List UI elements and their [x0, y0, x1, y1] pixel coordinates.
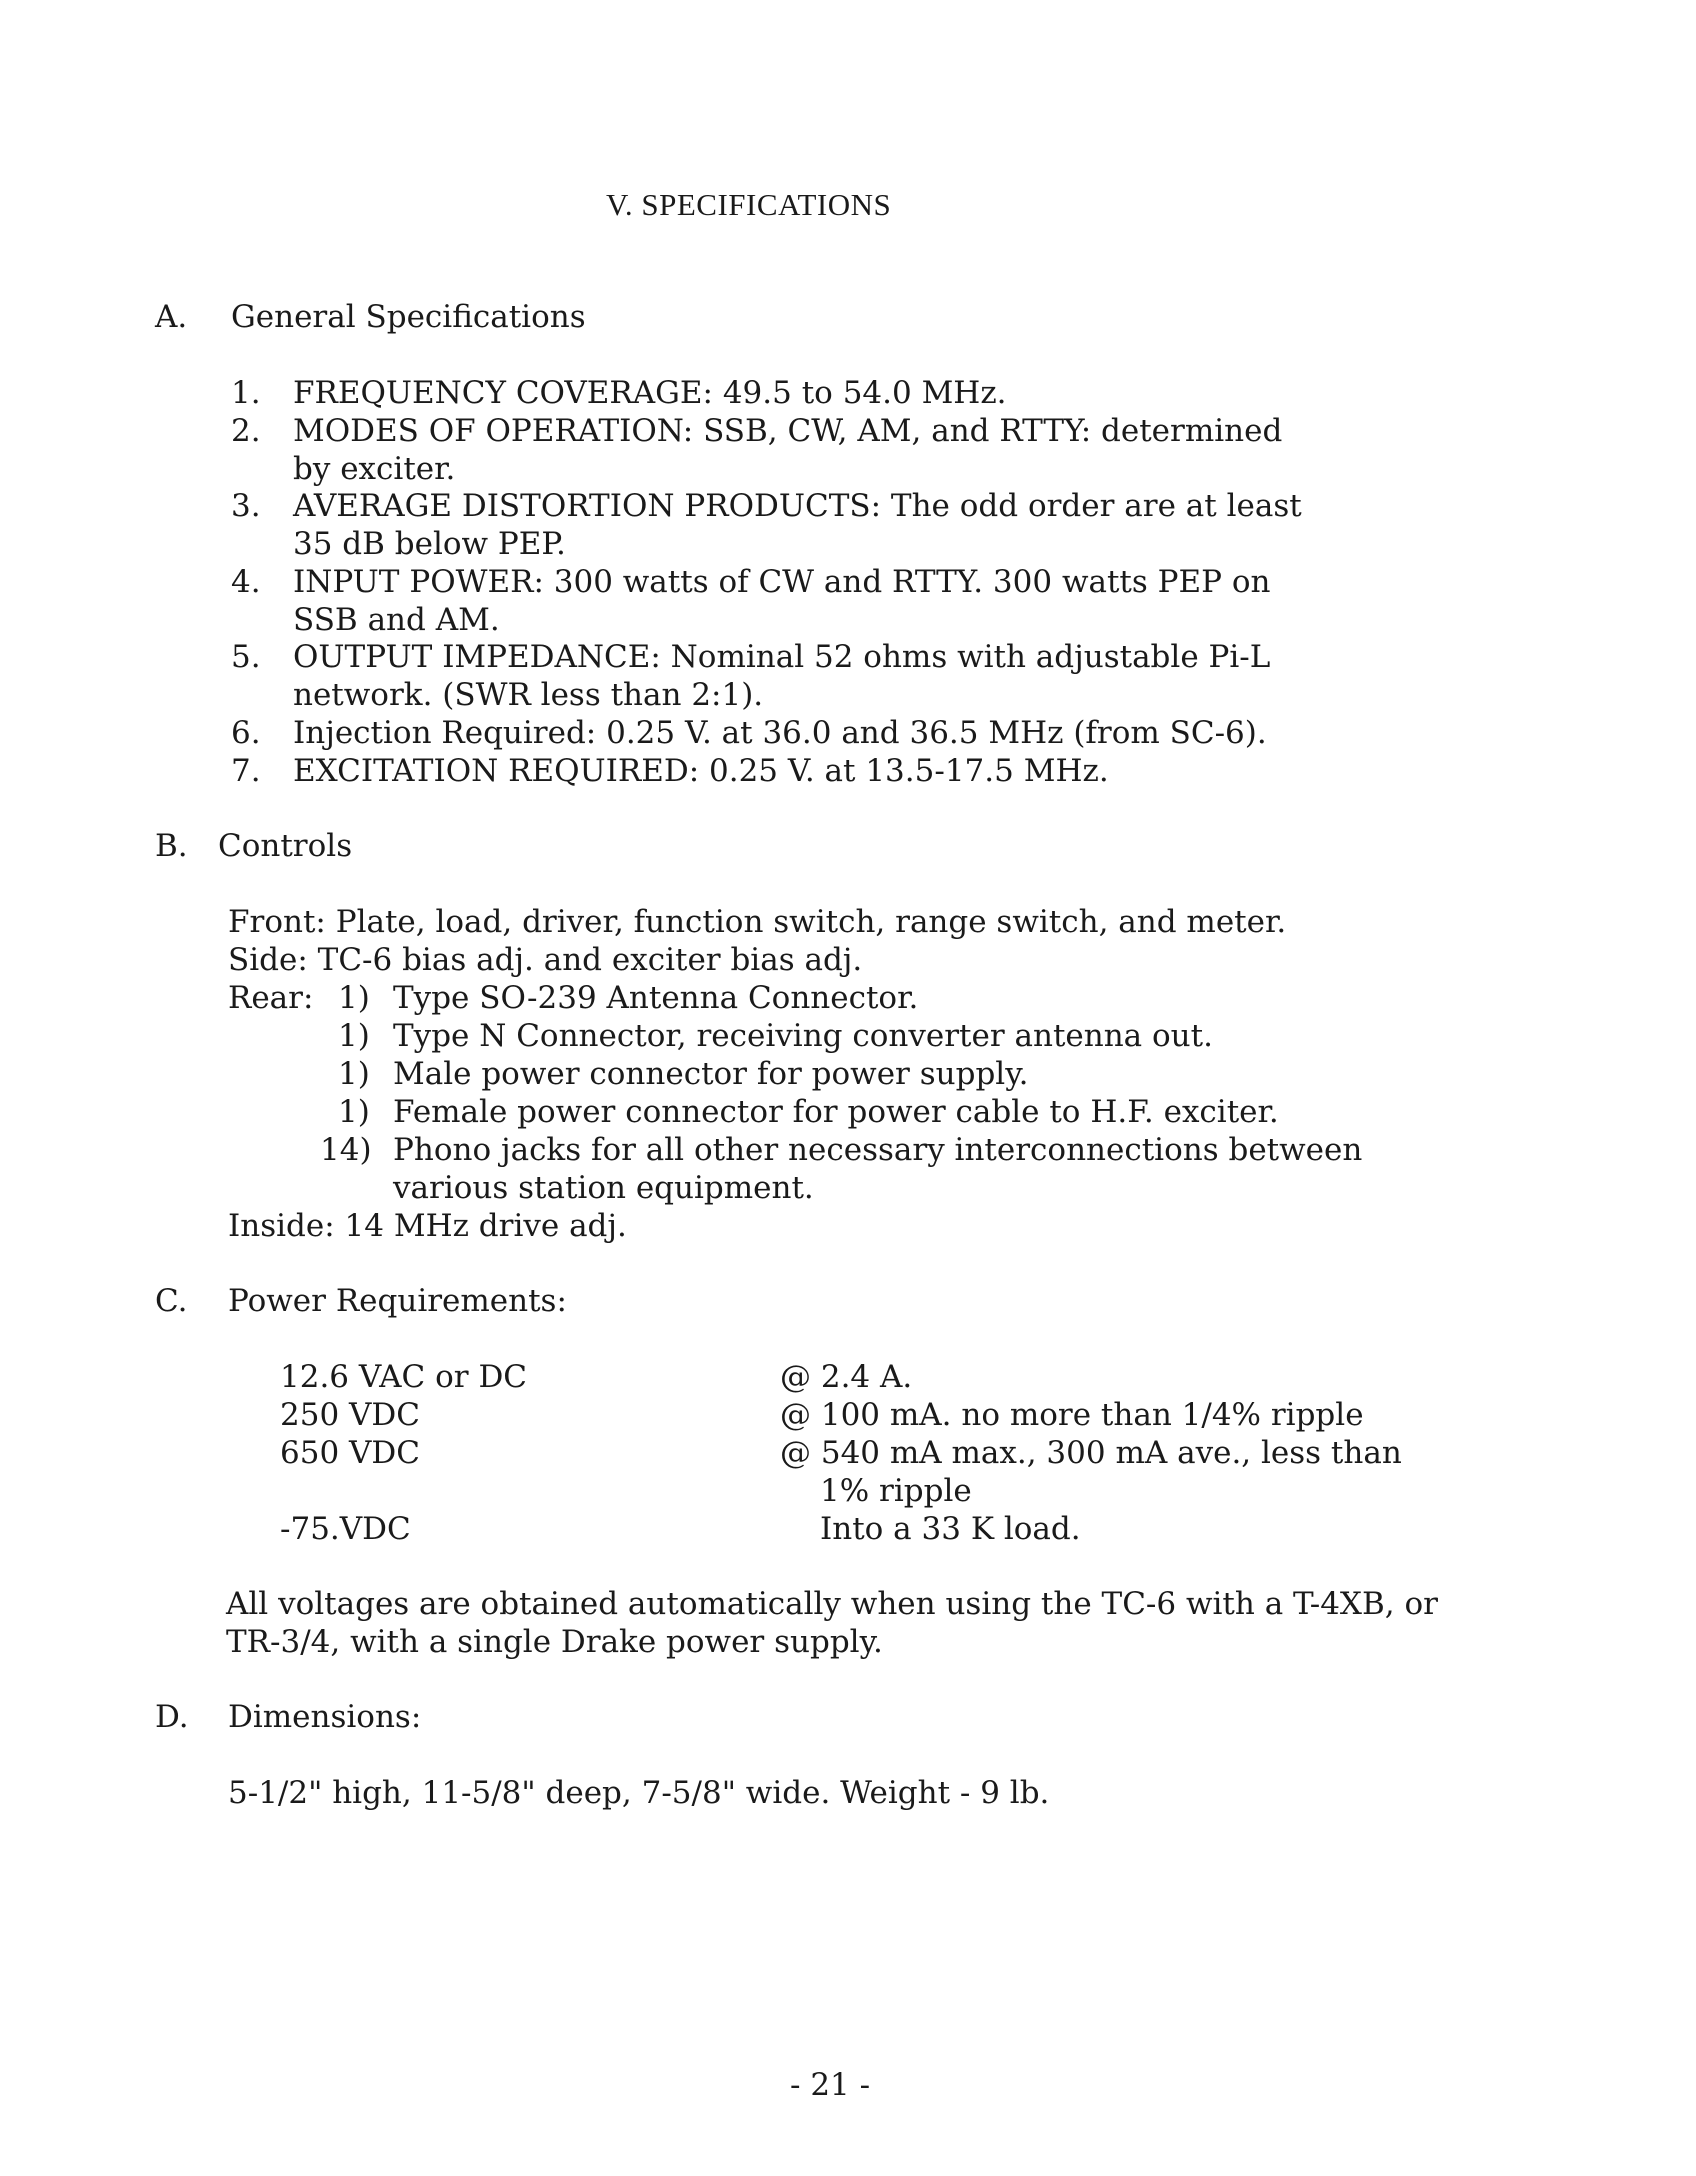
list-item-text: 35 dB below PEP.	[293, 526, 566, 562]
controls-inside: Inside: 14 MHz drive adj.	[228, 1208, 627, 1244]
list-item-number: 1.	[231, 375, 261, 411]
section-b-heading: Controls	[218, 828, 353, 864]
spec-cell: Into a 33 K load.	[820, 1511, 1081, 1547]
list-item-number: 3.	[231, 488, 261, 524]
section-c-letter: C.	[155, 1283, 188, 1319]
spec-cell: @ 100 mA. no more than 1/4% ripple	[780, 1397, 1364, 1433]
page-title: V. SPECIFICATIONS	[606, 187, 892, 222]
list-item-text: MODES OF OPERATION: SSB, CW, AM, and RTTY: determined	[293, 413, 1283, 449]
controls-front: Front: Plate, load, driver, function switch, range switch, and meter.	[228, 904, 1287, 940]
spec-cell: @ 540 mA max., 300 mA ave., less than	[780, 1435, 1402, 1471]
power-note-line: TR-3/4, with a single Drake power supply.	[226, 1624, 883, 1660]
list-item-number: 6.	[231, 715, 261, 751]
list-item-text: network. (SWR less than 2:1).	[293, 677, 764, 713]
rear-item-count: 14)	[320, 1132, 372, 1168]
list-item-number: 4.	[231, 564, 261, 600]
rear-item-text: Male power connector for power supply.	[393, 1056, 1029, 1092]
voltage-cell: -75.VDC	[280, 1511, 411, 1547]
list-item-text: INPUT POWER: 300 watts of CW and RTTY. 300 watts PEP on	[293, 564, 1271, 600]
list-item-number: 7.	[231, 753, 261, 789]
voltage-cell: 12.6 VAC or DC	[280, 1359, 528, 1395]
rear-item-text: Type SO-239 Antenna Connector.	[393, 980, 919, 1016]
spec-cell: 1% ripple	[820, 1473, 972, 1509]
section-b-letter: B.	[155, 828, 188, 864]
list-item-text: by exciter.	[293, 451, 456, 487]
section-a-letter: A.	[155, 299, 188, 335]
list-item-text: FREQUENCY COVERAGE: 49.5 to 54.0 MHz.	[293, 375, 1007, 411]
list-item-text: EXCITATION REQUIRED: 0.25 V. at 13.5-17.5 MHz.	[293, 753, 1109, 789]
rear-item-count: 1)	[338, 1056, 370, 1092]
list-item-number: 2.	[231, 413, 261, 449]
rear-item-count: 1)	[338, 980, 370, 1016]
controls-rear-label: Rear:	[228, 980, 314, 1016]
page-number: - 21 -	[790, 2067, 871, 2103]
rear-item-text: various station equipment.	[393, 1170, 814, 1206]
section-a-heading: General Specifications	[231, 299, 586, 335]
list-item-number: 5.	[231, 639, 261, 675]
rear-item-count: 1)	[338, 1094, 370, 1130]
rear-item-text: Female power connector for power cable to H.F. exciter.	[393, 1094, 1279, 1130]
list-item-text: SSB and AM.	[293, 602, 500, 638]
power-note-line: All voltages are obtained automatically when using the TC-6 with a T-4XB, or	[226, 1586, 1438, 1622]
controls-side: Side: TC-6 bias adj. and exciter bias adj.	[228, 942, 863, 978]
section-d-letter: D.	[155, 1699, 189, 1735]
rear-item-text: Type N Connector, receiving converter antenna out.	[393, 1018, 1213, 1054]
section-d-heading: Dimensions:	[228, 1699, 422, 1735]
rear-item-count: 1)	[338, 1018, 370, 1054]
voltage-cell: 650 VDC	[280, 1435, 420, 1471]
spec-cell: @ 2.4 A.	[780, 1359, 913, 1395]
voltage-cell: 250 VDC	[280, 1397, 420, 1433]
section-c-heading: Power Requirements:	[228, 1283, 567, 1319]
rear-item-text: Phono jacks for all other necessary interconnections between	[393, 1132, 1363, 1168]
dimensions-text: 5-1/2" high, 11-5/8" deep, 7-5/8" wide. Weight - 9 lb.	[228, 1775, 1050, 1811]
list-item-text: Injection Required: 0.25 V. at 36.0 and 36.5 MHz (from SC-6).	[293, 715, 1267, 751]
list-item-text: OUTPUT IMPEDANCE: Nominal 52 ohms with adjustable Pi-L	[293, 639, 1271, 675]
list-item-text: AVERAGE DISTORTION PRODUCTS: The odd order are at least	[293, 488, 1302, 524]
